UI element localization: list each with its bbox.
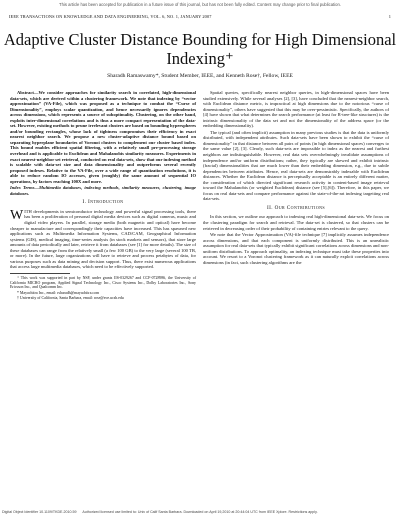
drop-cap: W (10, 207, 24, 223)
bottom-bar (0, 510, 400, 514)
doi-label: Digital Object Identifier 10.1109/TKDE.2010.59 (2, 510, 77, 514)
footnote-funding: ⁺ This work was supported in part by NSF, under grants IIS-0329267 and CCF-0728986, the University of California MICRO program, Applied Signal Technology Inc., Cisco Systems Inc., Dolby Laboratories Inc., Sony Ericsson Inc., and Qualcomm Inc. (10, 275, 196, 290)
body-paragraph-1: Spatial queries, specifically nearest neighbor queries, in high-dimensional spaces have been studied extensively. While several analyses [2], [3], have concluded that the nearest-neighbor search, with Euclidean distance metric, is impractical at high dimensions due to the notorious “curse of dimensionality”, others have suggested that this may be over-pessimistic. Specifically, the authors of [4] have shown that what determines the search performance (at least for R-tree-like structures) is the intrinsic dimensionality of the data set and not the dimensionality of the address space (or the embedding dimensionality). (203, 90, 389, 129)
acceptance-notice: This article has been accepted for publication in a future issue of this journal, but has not been fully edited. Content may change prior to final publication. (59, 2, 341, 7)
page-number: 1 (388, 14, 391, 19)
running-head-journal: IEEE TRANSACTIONS ON KNOWLEDGE AND DATA ENGINEERING, VOL. 6, NO. 1, JANUARY 2007 (9, 14, 212, 19)
footnote-author1: * Mayachitra Inc., email: rsharadh@mayachitra.com (17, 290, 100, 295)
section-heading-contributions: II. Our Contributions (266, 204, 326, 211)
paper-title: Adaptive Cluster Distance Bounding for High Dimensional Indexing⁺ (3, 30, 397, 68)
running-head (9, 14, 391, 19)
index-terms: Index Terms—Multimedia databases, indexing methods, similarity measures, clustering, image databases. (10, 185, 196, 196)
left-column (10, 90, 196, 302)
intro-text: ITH developments in semiconductor technology and powerful signal processing tools, there has been a proliferation of personal digital media devices such as digital cameras, music and digital video players. In parallel, storage media (both magnetic and optical) have become cheaper to manufacture and correspondingly their capacities have increased. This has spawned new applications such as Multimedia Information Systems, CAD/CAM, Geographical Information systems (GIS), medical imaging, time-series analysis (in stock markets and sensors), that store large amounts of data periodically and later, retrieve it from databases (see [1] for more details). The size of these databases can range from the relatively small (a few 100 GB) to the very large (several 100 TB, or more). In the future, large organizations will have to retrieve and process petabytes of data, for various purposes such as data mining and decision support. Thus, there exist numerous applications that access large multimedia databases, which need to be effectively supported. (10, 208, 196, 270)
footnote-author2: † University of California, Santa Barbara, email: rose@ece.ucsb.edu (17, 296, 124, 301)
body-paragraph-4: We note that the Vector Approximation (VA)-file technique [7] implicitly assumes independence across dimensions, and that each component is uniformly distributed. This is an unrealistic assumption for real data-sets that typically exhibit significant correlations across dimensions and non-uniform distributions. To approach optimality, an indexing technique must take these properties into account. We resort to a Voronoi clustering framework as it can naturally exploit correlations across dimensions (in fact, such clustering algorithms are the (203, 232, 389, 265)
right-column (203, 90, 389, 266)
abstract: Abstract—We consider approaches for similarity search in correlated, high-dimensional data-sets, which are derived within a clustering framework. We note that indexing by “vector approximation” (VA-File), which was proposed as a technique to combat the “Curse of Dimensionality”, employs scalar quantization, and hence necessarily ignores dependencies across dimensions, which represents a source of suboptimality. Clustering, on the other hand, exploits inter-dimensional correlations and is thus a more compact representation of the data-set. However, existing methods to prune irrelevant clusters are based on bounding hyperspheres and/or bounding rectangles, whose lack of tightness compromises their efficiency in exact nearest neighbor search. We propose a new cluster-adaptive distance bound based on separating hyperplane boundaries of Voronoi clusters to complement our cluster based index. This bound enables efficient spatial filtering, with a relatively small pre-processing storage overhead and is applicable to Euclidean and Mahalanobis similarity measures. Experiments in exact nearest-neighbor set retrieval, conducted on real data-sets, show that our indexing method is scalable with data-set size and data dimensionality and outperforms several recently proposed indexes. Relative to the VA-File, over a wide range of quantization resolutions, it is able to reduce random IO accesses, given (roughly) the same amount of sequential IO operations, by factors reaching 100X and more. (10, 90, 196, 184)
intro-paragraph (10, 209, 196, 270)
body-paragraph-3: In this section, we outline our approach to indexing real high-dimensional data-sets. We focus on the clustering paradigm for search and retrieval. The data-set is clustered, so that clusters can be retrieved in decreasing order of their probability of containing entries relevant to the query. (203, 214, 389, 231)
footnote-rule (10, 273, 70, 274)
section-heading-introduction: I. Introduction (82, 199, 124, 206)
author-line: Sharadh Ramaswamy*, Student Member, IEEE, and Kenneth Rose†, Fellow, IEEE (107, 73, 293, 79)
body-paragraph-2: The typical (and often implicit) assumption in many previous studies is that the data is uniformly distributed, with independent attributes. Such data-sets have been shown to exhibit the “curse of dimensionality” in that distance between all pairs of points (in high dimensional spaces) converges to the same value [2], [3]. Clearly, such data-sets are impossible to index as the nearest and furthest neighbors are indistinguishable. However, real data sets overwhelmingly invalidate assumptions of independence and/or uniform distributions; rather, they typically are skewed and exhibit intrinsic (fractal) dimensionalities that are much lower than their embedding dimension, e.g., due to subtle dependencies between attributes. Hence, real data-sets are demonstrably indexable with Euclidean distances. Whether the Euclidean distance is perceptually acceptable is an entirely different matter, the consideration of which directed significant research activity in content-based image retrieval toward the Mahalanobis (or weighted Euclidean) distance (see [5],[6]). Therefore, in this paper, we focus on real data-sets and compare performance against the state-of-the-art indexing targetting real data-sets. (203, 129, 389, 202)
license-note: Authorized licensed use limited to: Univ of Calif Santa Barbara. Downloaded on April 19,2010 at 20:44:04 UTC from IEEE Xplore. Restrictions apply. (82, 510, 318, 514)
